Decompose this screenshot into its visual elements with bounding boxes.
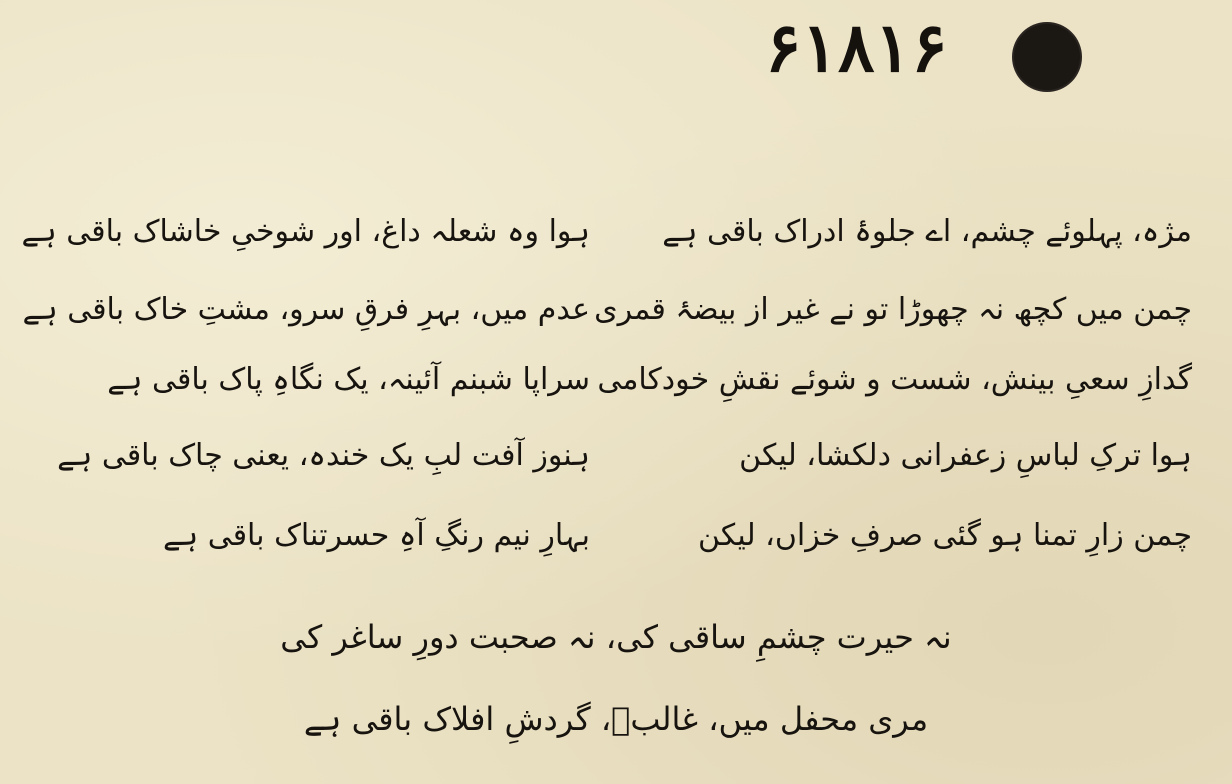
couplet-1-first-hemistich: مژہ، پہلوئے چشم، اے جلوۂ ادراک باقی ہے [662, 214, 1192, 249]
couplet-5-second-hemistich: بہارِ نیم رنگِ آہِ حسرتناک باقی ہے [163, 518, 590, 553]
couplet-5-first-hemistich: چمن زارِ تمنا ہو گئی صرفِ خزاں، لیکن [698, 518, 1192, 553]
couplet-3-second-hemistich: سراپا شبنم آئینہ، یک نگاہِ پاک باقی ہے [107, 362, 590, 397]
maqta-first-line: نہ حیرت چشمِ ساقی کی، نہ صحبت دورِ ساغر کی [280, 618, 952, 656]
couplet-2-second-hemistich: عدم میں، بہرِ فرقِ سرو، مشتِ خاک باقی ہے [22, 292, 590, 327]
maqta-second-line: مری محفل میں، غالبؔ، گردشِ افلاک باقی ہے [303, 700, 929, 738]
page-number: ۶۱۸۱۶ [765, 8, 948, 88]
couplet-4-second-hemistich: ہنوز آفت لبِ یک خندہ، یعنی چاک باقی ہے [57, 438, 590, 473]
couplet-1-second-hemistich: ہوا وہ شعلہ داغ، اور شوخیِ خاشاک باقی ہے [21, 214, 590, 249]
couplet-2-first-hemistich: چمن میں کچھ نہ چھوڑا تو نے غیر از بیضۂ قمری [594, 292, 1192, 327]
ink-dot-mark [1014, 24, 1080, 90]
couplet-4-first-hemistich: ہوا ترکِ لباسِ زعفرانی دلکشا، لیکن [739, 438, 1192, 473]
couplet-3-first-hemistich: گدازِ سعیِ بینش، شست و شوئے نقشِ خودکامی [597, 362, 1192, 397]
